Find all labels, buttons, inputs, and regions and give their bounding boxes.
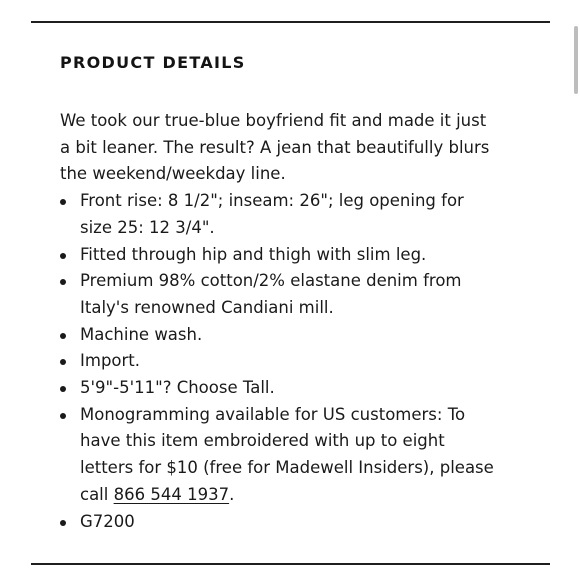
bullet-icon <box>60 413 66 419</box>
detail-text: Import. <box>80 351 141 371</box>
details-list <box>60 188 500 535</box>
bullet-icon <box>60 333 66 339</box>
detail-item-origin <box>60 348 500 375</box>
detail-text: Machine wash. <box>80 324 203 344</box>
detail-text: 5'9"-5'11"? Choose Tall. <box>80 378 275 398</box>
detail-item-fit <box>60 242 500 269</box>
detail-item-care <box>60 322 500 349</box>
monogram-text: Monogramming available for US customers: To have this item embroidered with up to eight letters for $10 (free for Madewell Insiders), please call <box>80 404 494 504</box>
detail-item-monogram <box>60 402 500 509</box>
scrollbar[interactable] <box>572 0 580 580</box>
bullet-icon <box>60 199 66 205</box>
product-details-section <box>60 50 500 535</box>
style-code: G7200 <box>80 511 135 531</box>
product-description: We took our true-blue boyfriend fit and made it just a bit leaner. The result? A jean that beautifully blurs the weekend/weekday line. <box>60 111 490 184</box>
scrollbar-thumb[interactable] <box>574 26 578 94</box>
bullet-icon <box>60 253 66 259</box>
bullet-icon <box>60 520 66 526</box>
detail-item-measurements <box>60 188 500 241</box>
bullet-icon <box>60 386 66 392</box>
monogram-suffix: . <box>229 484 235 504</box>
bottom-divider <box>31 563 550 565</box>
bullet-icon <box>60 279 66 285</box>
bullet-icon <box>60 359 66 365</box>
top-divider <box>31 21 550 23</box>
detail-text: Fitted through hip and thigh with slim leg. <box>80 244 427 264</box>
detail-text: Front rise: 8 1/2"; inseam: 26"; leg opening for size 25: 12 3/4". <box>80 191 464 237</box>
detail-text: Premium 98% cotton/2% elastane denim from Italy's renowned Candiani mill. <box>80 271 462 317</box>
detail-item-tall <box>60 375 500 402</box>
section-title: PRODUCT DETAILS <box>60 53 246 72</box>
detail-item-fabric <box>60 268 500 321</box>
detail-item-style-code <box>60 509 500 536</box>
phone-link[interactable]: 866 544 1937 <box>113 484 230 504</box>
